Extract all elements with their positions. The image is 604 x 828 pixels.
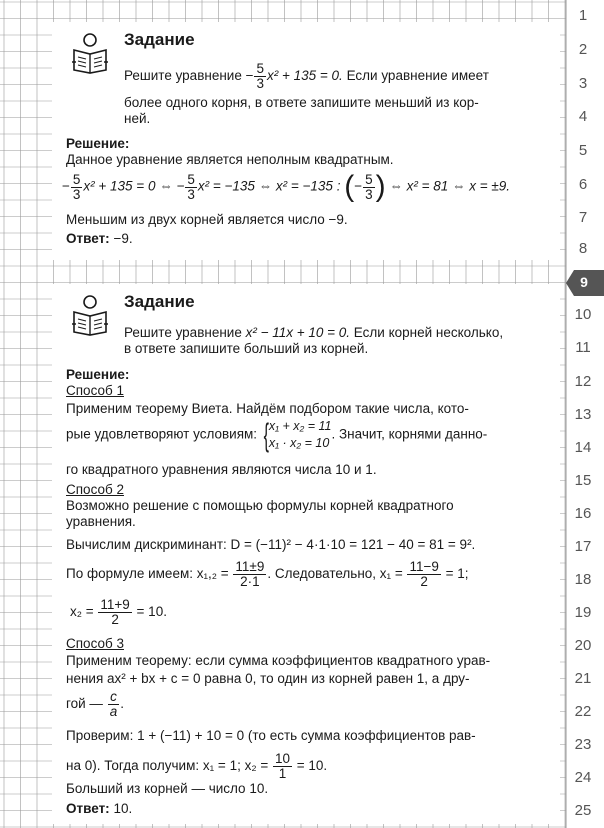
- method-3-line-4: Проверим: 1 + (−11) + 10 = 0 (то есть сумма коэффициентов рав-: [66, 728, 476, 743]
- system-equation-2: x₁ · x₂ = 10: [268, 436, 330, 450]
- fraction: [185, 173, 197, 202]
- row-number: 5: [578, 142, 588, 159]
- task-1-solution-label: Решение:: [66, 136, 130, 151]
- paren: ): [375, 170, 386, 203]
- numerator: 11−9: [409, 559, 439, 574]
- paren: (: [344, 170, 355, 203]
- row-number: 20: [574, 637, 592, 654]
- method-1-line-3: го квадратного уравнения являются числа 10 и 1.: [66, 462, 377, 477]
- task-2-line-1: [124, 325, 503, 341]
- answer-label: Ответ:: [66, 231, 110, 246]
- fraction: [233, 560, 266, 589]
- row-number: 16: [574, 505, 592, 522]
- numerator: c: [108, 690, 120, 705]
- method-2-line-2: уравнения.: [66, 514, 136, 529]
- text: = 10.: [293, 758, 328, 774]
- fraction: [71, 173, 83, 202]
- reading-book-icon: [70, 294, 110, 336]
- text: рые удовлетворяют условиям:: [66, 426, 258, 442]
- task-1-line-1: [124, 62, 489, 91]
- fraction: [108, 690, 120, 719]
- text: По формуле имеем: x₁,₂ =: [66, 566, 233, 582]
- method-3-line-5: [66, 752, 327, 781]
- denominator: 2·1: [240, 574, 260, 589]
- text: −: [245, 68, 254, 84]
- task-1-title: Задание: [124, 30, 195, 49]
- text: на 0). Тогда получим: x₁ = 1; x₂ =: [66, 758, 272, 774]
- equation: ⇔ x² = 81 ⇔ x = ±9.: [385, 178, 511, 194]
- task-2-title: Задание: [124, 292, 195, 311]
- row-number: 4: [578, 108, 588, 125]
- task-1-panel: [52, 22, 560, 260]
- task-2-solution-label: Решение:: [66, 367, 130, 382]
- equation: x² + 135 = 0 ⇔ −: [83, 178, 185, 194]
- text: .: [120, 696, 124, 712]
- row-number: 18: [574, 571, 592, 588]
- current-row-number: 9: [580, 274, 588, 290]
- task-1-line-3: ней.: [124, 111, 151, 126]
- answer-label: Ответ:: [66, 801, 110, 816]
- method-2-formula-line: [66, 560, 469, 589]
- row-number: 17: [574, 538, 592, 555]
- equation-system: { x₁ + x₂ = 11 x₁ · x₂ = 10: [263, 417, 332, 453]
- text: . Значит, корнями данно-: [331, 426, 488, 442]
- text: = 1;: [441, 566, 469, 582]
- row-number: 25: [574, 802, 592, 819]
- text: −: [62, 178, 70, 194]
- denominator: 2: [420, 574, 428, 589]
- method-1-line-1: Применим теорему Виета. Найдём подбором такие числа, кото-: [66, 401, 469, 416]
- task-1-answer: [66, 231, 133, 247]
- row-number: 22: [574, 703, 592, 720]
- method-3-heading: Способ 3: [66, 636, 124, 651]
- equation: x² = −135 ⇔ x² = −135 :: [197, 178, 345, 194]
- denominator: 2: [111, 612, 119, 627]
- numerator: 11+9: [100, 597, 130, 612]
- task-2-answer: [66, 801, 132, 817]
- numerator: 5: [365, 171, 373, 187]
- fraction: [98, 598, 131, 627]
- text: Решите уравнение: [124, 325, 246, 340]
- task-1-solution-line-2: [62, 172, 510, 202]
- fraction: [407, 560, 440, 589]
- equation: x² − 11x + 10 = 0.: [245, 325, 351, 340]
- row-number: 10: [574, 306, 592, 323]
- row-number: 12: [574, 373, 592, 390]
- method-1-heading: Способ 1: [66, 383, 124, 398]
- task-1-solution-line-1: Данное уравнение является неполным квадратным.: [66, 152, 394, 167]
- denominator: 3: [256, 76, 264, 91]
- numerator: 5: [72, 171, 81, 187]
- numerator: 5: [256, 61, 264, 76]
- method-2-discriminant: Вычислим дискриминант: D = (−11)² − 4·1·10 = 121 − 40 = 81 = 9².: [66, 537, 476, 552]
- row-number: 6: [578, 176, 588, 193]
- row-number: 11: [575, 339, 591, 356]
- task-1-solution-line-3: Меньшим из двух корней является число −9.: [66, 212, 348, 227]
- row-number: 2: [578, 41, 588, 58]
- row-number: 23: [574, 736, 592, 753]
- denominator: a: [109, 704, 118, 719]
- answer-value: 10.: [113, 801, 133, 816]
- method-3-line-3: [66, 690, 124, 719]
- method-2-x2-line: [70, 598, 167, 627]
- numerator: 11±9: [235, 559, 265, 574]
- text: Если корней несколько,: [350, 325, 504, 340]
- text: . Следовательно, x₁ =: [267, 566, 407, 582]
- answer-value: −9.: [113, 231, 133, 246]
- row-number: 8: [578, 240, 588, 257]
- task-1-line-2: более одного корня, в ответе запишите меньший из кор-: [124, 95, 479, 110]
- text: гой —: [66, 696, 107, 712]
- row-number: 13: [574, 406, 592, 423]
- method-2-line-1: Возможно решение с помощью формулы корней квадратного: [66, 498, 454, 513]
- denominator: 1: [278, 766, 287, 781]
- row-number: 24: [574, 769, 592, 786]
- denominator: 3: [187, 186, 195, 202]
- denominator: 3: [72, 186, 81, 202]
- fraction: [254, 62, 266, 91]
- denominator: 3: [365, 186, 373, 202]
- row-number: 7: [578, 209, 588, 226]
- equation: x² + 135 = 0.: [267, 68, 343, 84]
- text: = 10.: [132, 604, 167, 620]
- numerator: 10: [274, 751, 290, 766]
- text: Решите уравнение: [124, 68, 246, 84]
- task-2-panel: [52, 284, 560, 824]
- method-1-line-2: [66, 418, 487, 452]
- method-3-line-1: Применим теорему: если сумма коэффициентов квадратного урав-: [66, 653, 491, 668]
- row-number: 3: [578, 75, 588, 92]
- row-number: 19: [574, 604, 592, 621]
- text: Если уравнение имеет: [342, 68, 489, 84]
- fraction: [273, 752, 292, 781]
- system-equation-1: x₁ + x₂ = 11: [268, 419, 332, 433]
- fraction: [363, 173, 375, 202]
- task-2-line-2: в ответе запишите больший из корней.: [124, 341, 369, 356]
- reading-book-icon: [70, 32, 110, 74]
- numerator: 5: [187, 171, 195, 187]
- row-number: 21: [574, 670, 592, 687]
- text: −: [354, 178, 363, 194]
- row-number: 15: [574, 472, 592, 489]
- method-3-line-6: Больший из корней — число 10.: [66, 781, 269, 796]
- method-3-line-2: нения ax² + bx + c = 0 равна 0, то один из корней равен 1, а дру-: [66, 671, 470, 686]
- row-number: 1: [578, 7, 588, 24]
- text: x₂ =: [70, 604, 98, 620]
- row-number: 14: [574, 439, 592, 456]
- method-2-heading: Способ 2: [66, 482, 124, 497]
